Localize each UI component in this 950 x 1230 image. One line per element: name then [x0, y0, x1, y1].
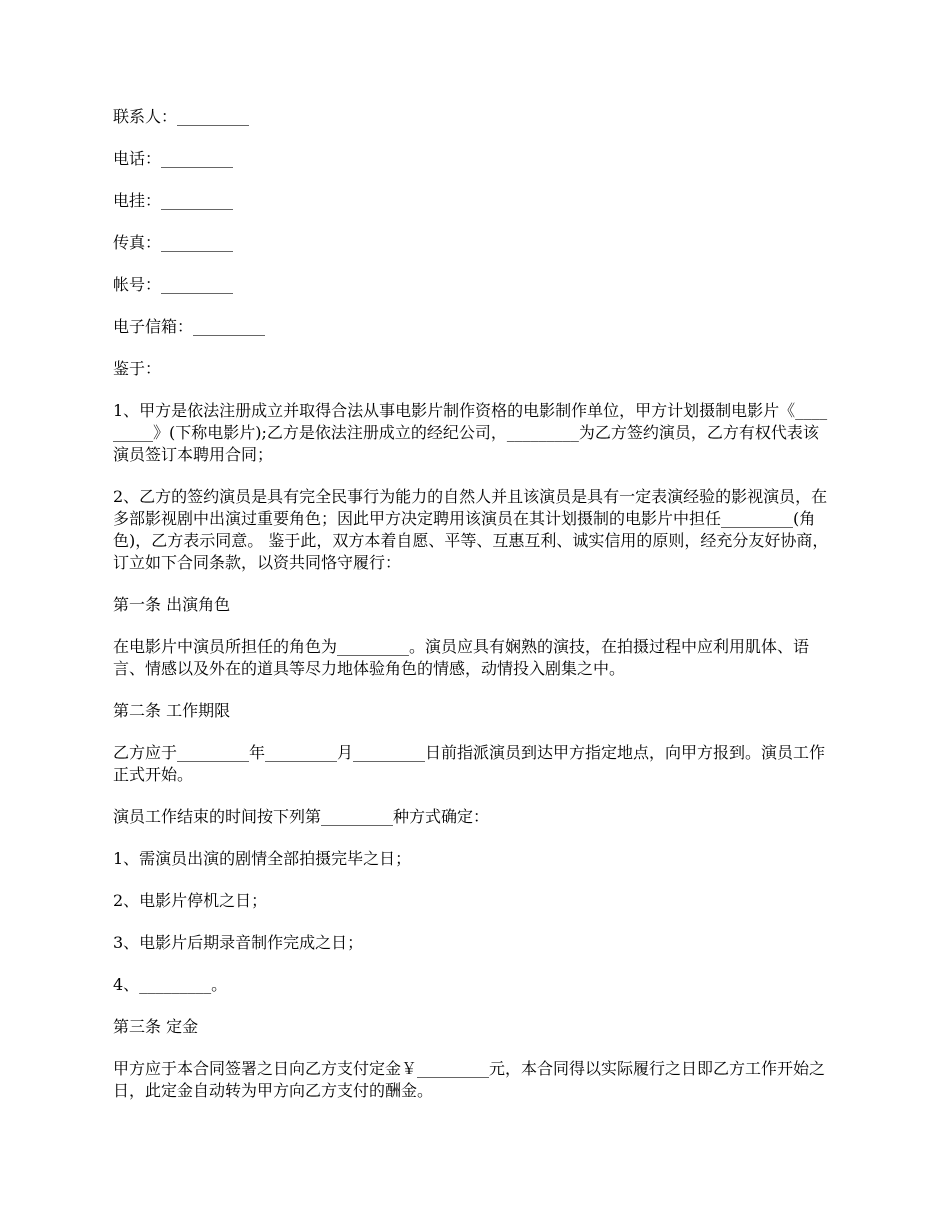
email-line: 电子信箱：_________	[113, 317, 266, 336]
whereas-heading: 鉴于：	[113, 359, 162, 378]
method-item-1: 1、需演员出演的剧情全部拍摄完毕之日；	[113, 849, 412, 868]
article-2-body: 乙方应于_________年_________月_________日前指派演员到达甲方指定地点，向甲方报到。演员工作正式开始。	[113, 743, 826, 784]
article-3-heading: 第三条 定金	[113, 1017, 199, 1036]
account-line: 帐号：_________	[113, 275, 234, 294]
contract-page	[113, 106, 833, 1122]
method-item-2: 2、电影片停机之日；	[113, 891, 268, 910]
article-3-body: 甲方应于本合同签署之日向乙方支付定金￥_________元，本合同得以实际履行之日即乙方工作开始之日，此定金自动转为甲方向乙方支付的酬金。	[113, 1059, 826, 1100]
method-item-3: 3、电影片后期录音制作完成之日；	[113, 933, 364, 952]
whereas-clause-1: 1、甲方是依法注册成立并取得合法从事电影片制作资格的电影制作单位，甲方计划摄制电影片《_________》(下称电影片);乙方是依法注册成立的经纪公司，_________为乙方签约演员，乙方有权代表该演员签订本聘用合同；	[113, 401, 828, 464]
article-2-heading: 第二条 工作期限	[113, 701, 231, 720]
method-item-4: 4、_________。	[113, 975, 228, 994]
whereas-clause-2: 2、乙方的签约演员是具有完全民事行为能力的自然人并且该演员是具有一定表演经验的影视演员，在多部影视剧中出演过重要角色；因此甲方决定聘用该演员在其计划摄制的电影片中担任_________(角色)，乙方表示同意。 鉴于此，双方本着自愿、平等、互惠互利、诚实信用的原则，经充分友好协商，订立如下合同条款，以资共同恪守履行：	[113, 487, 829, 572]
contact-person-line: 联系人：_________	[113, 107, 250, 126]
article-1-heading: 第一条 出演角色	[113, 595, 231, 614]
fax-line: 传真：_________	[113, 233, 234, 252]
end-time-method: 演员工作结束的时间按下列第_________种方式确定：	[113, 807, 490, 826]
article-1-body: 在电影片中演员所担任的角色为_________。演员应具有娴熟的演技，在拍摄过程中应利用肌体、语言、情感以及外在的道具等尽力地体验角色的情感，动情投入剧集之中。	[113, 637, 810, 678]
cable-line: 电挂：_________	[113, 191, 234, 210]
phone-line: 电话：_________	[113, 149, 234, 168]
